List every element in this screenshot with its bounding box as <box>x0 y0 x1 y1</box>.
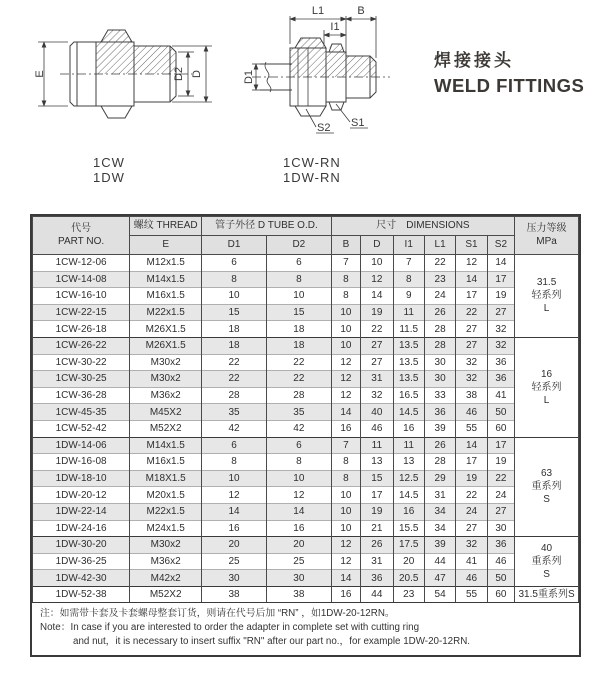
page-title <box>434 50 584 97</box>
value-cell: 10 <box>266 288 331 305</box>
col-header-tube-od: 管子外径 D TUBE O.D. <box>202 217 332 236</box>
dim-label-i1: I1 <box>330 21 340 33</box>
value-cell: 14.5 <box>393 487 424 504</box>
value-cell: M16x1.5 <box>130 454 202 471</box>
part-no-cell: 1CW-45-35 <box>33 404 130 421</box>
value-cell: 19 <box>487 288 514 305</box>
table-header <box>33 217 579 255</box>
value-cell: 22 <box>266 371 331 388</box>
dim-label-d1: D1 <box>243 69 255 85</box>
part-no-cell: 1CW-12-06 <box>33 255 130 272</box>
table-row <box>33 553 579 570</box>
value-cell: 22 <box>202 354 267 371</box>
value-cell: 22 <box>361 321 393 338</box>
value-cell: 27 <box>487 503 514 520</box>
value-cell: 20.5 <box>393 570 424 587</box>
dim-label-b: B <box>357 5 365 17</box>
value-cell: 60 <box>487 420 514 437</box>
part-no-cell: 1CW-26-22 <box>33 337 130 354</box>
caption-1cw: 1CW <box>93 155 125 170</box>
value-cell: 18 <box>266 321 331 338</box>
part-no-cell: 1CW-26-18 <box>33 321 130 338</box>
value-cell: 19 <box>456 470 487 487</box>
part-no-cell: 1DW-24-16 <box>33 520 130 537</box>
value-cell: 10 <box>331 304 360 321</box>
notes <box>32 602 579 654</box>
part-no-cell: 1DW-52-38 <box>33 586 130 602</box>
table-row <box>33 537 579 554</box>
value-cell: 10 <box>331 337 360 354</box>
value-cell: 35 <box>266 404 331 421</box>
table-row <box>33 454 579 471</box>
value-cell: 42 <box>266 420 331 437</box>
value-cell: 46 <box>361 420 393 437</box>
caption-1dw: 1DW <box>93 169 125 185</box>
table-row <box>33 503 579 520</box>
value-cell: 8 <box>331 288 360 305</box>
caption-1dw-rn: 1DW-RN <box>283 169 341 185</box>
value-cell: 19 <box>361 304 393 321</box>
value-cell: 30 <box>266 570 331 587</box>
value-cell: 14 <box>456 437 487 454</box>
value-cell: 36 <box>361 570 393 587</box>
value-cell: 13.5 <box>393 337 424 354</box>
value-cell: 14 <box>361 288 393 305</box>
table-row <box>33 304 579 321</box>
value-cell: 23 <box>424 271 455 288</box>
value-cell: 50 <box>487 570 514 587</box>
value-cell: 14 <box>456 271 487 288</box>
col-subheader-d2: D2 <box>266 236 331 255</box>
part-no-cell: 1DW-20-12 <box>33 487 130 504</box>
value-cell: 30 <box>424 354 455 371</box>
pressure-rating-cell: 63 重系列 S <box>515 437 579 537</box>
caption-left <box>93 156 125 186</box>
note-en-line2: and nut，it is necessary to insert suffix "RN" after our part no.，for example 1DW-20-12RN. <box>73 635 470 647</box>
value-cell: 55 <box>456 586 487 602</box>
value-cell: 13 <box>393 454 424 471</box>
value-cell: 39 <box>424 420 455 437</box>
value-cell: 55 <box>456 420 487 437</box>
table-row <box>33 371 579 388</box>
value-cell: 15 <box>266 304 331 321</box>
value-cell: 10 <box>202 288 267 305</box>
value-cell: 36 <box>487 537 514 554</box>
value-cell: 15.5 <box>393 520 424 537</box>
value-cell: 36 <box>487 354 514 371</box>
value-cell: 12 <box>266 487 331 504</box>
value-cell: 10 <box>331 520 360 537</box>
dim-label-s1: S1 <box>351 117 365 129</box>
value-cell: M22x1.5 <box>130 503 202 520</box>
value-cell: M30x2 <box>130 354 202 371</box>
value-cell: 7 <box>331 255 360 272</box>
value-cell: 12 <box>331 553 360 570</box>
hex-bottom-facet <box>101 106 132 118</box>
part-no-cell: 1DW-36-25 <box>33 553 130 570</box>
col-subheader-e: E <box>130 236 202 255</box>
value-cell: M24x1.5 <box>130 520 202 537</box>
value-cell: 9 <box>393 288 424 305</box>
value-cell: 19 <box>361 503 393 520</box>
value-cell: 31 <box>361 371 393 388</box>
value-cell: 10 <box>266 470 331 487</box>
value-cell: 12.5 <box>393 470 424 487</box>
value-cell: 28 <box>202 387 267 404</box>
value-cell: M36x2 <box>130 387 202 404</box>
value-cell: 39 <box>424 537 455 554</box>
caption-right <box>283 156 341 186</box>
value-cell: 10 <box>331 503 360 520</box>
table-row <box>33 321 579 338</box>
value-cell: 13.5 <box>393 371 424 388</box>
value-cell: M36x2 <box>130 553 202 570</box>
dim-label-d: D <box>191 70 203 78</box>
value-cell: 22 <box>456 304 487 321</box>
value-cell: 27 <box>487 304 514 321</box>
value-cell: 33 <box>424 387 455 404</box>
value-cell: 32 <box>487 337 514 354</box>
part-no-cell: 1CW-36-28 <box>33 387 130 404</box>
value-cell: 18 <box>202 321 267 338</box>
value-cell: 40 <box>361 404 393 421</box>
pressure-rating-cell: 31.5重系列S <box>515 586 579 602</box>
part-no-cell: 1DW-18-10 <box>33 470 130 487</box>
s2-leader <box>306 109 316 127</box>
value-cell: 14.5 <box>393 404 424 421</box>
value-cell: 24 <box>456 503 487 520</box>
value-cell: 54 <box>424 586 455 602</box>
value-cell: 10 <box>202 470 267 487</box>
value-cell: M30x2 <box>130 371 202 388</box>
section-hatching <box>96 30 176 74</box>
value-cell: 10 <box>331 487 360 504</box>
value-cell: 22 <box>424 255 455 272</box>
value-cell: 6 <box>202 437 267 454</box>
value-cell: 29 <box>424 470 455 487</box>
value-cell: M22x1.5 <box>130 304 202 321</box>
value-cell: 30 <box>202 570 267 587</box>
value-cell: 22 <box>456 487 487 504</box>
part-no-cell: 1CW-14-08 <box>33 271 130 288</box>
value-cell: 32 <box>456 354 487 371</box>
value-cell: M20x1.5 <box>130 487 202 504</box>
value-cell: 32 <box>361 387 393 404</box>
value-cell: 10 <box>331 321 360 338</box>
value-cell: 26 <box>361 537 393 554</box>
col-header-pressure: 压力等级 MPa <box>515 217 579 255</box>
value-cell: 13 <box>361 454 393 471</box>
value-cell: 14 <box>202 503 267 520</box>
value-cell: 36 <box>487 371 514 388</box>
dim-label-e: E <box>34 70 46 78</box>
value-cell: 36 <box>424 404 455 421</box>
value-cell: 47 <box>424 570 455 587</box>
value-cell: 11 <box>393 437 424 454</box>
value-cell: 17 <box>456 288 487 305</box>
value-cell: M16x1.5 <box>130 288 202 305</box>
table-row <box>33 586 579 602</box>
value-cell: 8 <box>393 271 424 288</box>
value-cell: 35 <box>202 404 267 421</box>
value-cell: 8 <box>202 271 267 288</box>
col-subheader-s2: S2 <box>487 236 514 255</box>
value-cell: 16 <box>331 420 360 437</box>
value-cell: 28 <box>266 387 331 404</box>
value-cell: 18 <box>266 337 331 354</box>
col-subheader-b: B <box>331 236 360 255</box>
value-cell: M14x1.5 <box>130 437 202 454</box>
value-cell: 16 <box>266 520 331 537</box>
pressure-rating-cell: 31.5 轻系列 L <box>515 255 579 338</box>
value-cell: 32 <box>456 371 487 388</box>
table-row <box>33 570 579 587</box>
value-cell: 30 <box>424 371 455 388</box>
drawing-1cw-rn-1dw-rn <box>240 2 425 152</box>
pressure-rating-cell: 40 重系列 S <box>515 537 579 587</box>
value-cell: 28 <box>424 337 455 354</box>
value-cell: 27 <box>361 337 393 354</box>
value-cell: 8 <box>202 454 267 471</box>
value-cell: 27 <box>361 354 393 371</box>
value-cell: 11 <box>361 437 393 454</box>
value-cell: 8 <box>266 454 331 471</box>
value-cell: 8 <box>331 454 360 471</box>
value-cell: 17.5 <box>393 537 424 554</box>
value-cell: 11 <box>393 304 424 321</box>
value-cell: M12x1.5 <box>130 255 202 272</box>
part-no-cell: 1DW-22-14 <box>33 503 130 520</box>
part-no-cell: 1DW-30-20 <box>33 537 130 554</box>
value-cell: 28 <box>424 454 455 471</box>
value-cell: 22 <box>487 470 514 487</box>
value-cell: 41 <box>487 387 514 404</box>
value-cell: 6 <box>266 255 331 272</box>
value-cell: 26 <box>424 437 455 454</box>
value-cell: 31 <box>424 487 455 504</box>
table-row <box>33 404 579 421</box>
value-cell: M52X2 <box>130 420 202 437</box>
value-cell: 21 <box>361 520 393 537</box>
value-cell: 24 <box>424 288 455 305</box>
value-cell: 26 <box>424 304 455 321</box>
col-header-part-no: 代号 PART NO. <box>33 217 130 255</box>
value-cell: 14 <box>266 503 331 520</box>
value-cell: 12 <box>331 537 360 554</box>
value-cell: 14 <box>331 570 360 587</box>
value-cell: 15 <box>361 470 393 487</box>
value-cell: 7 <box>331 437 360 454</box>
value-cell: 12 <box>331 354 360 371</box>
value-cell: 20 <box>202 537 267 554</box>
value-cell: 44 <box>424 553 455 570</box>
body-hex-bottom-facet <box>329 102 344 110</box>
value-cell: 25 <box>202 553 267 570</box>
value-cell: 12 <box>456 255 487 272</box>
note-zh: 注：如需带卡套及卡套螺母整套订货，则请在代号后加 “RN” ，如1DW-20-12RN。 <box>40 608 395 620</box>
part-no-cell: 1DW-16-08 <box>33 454 130 471</box>
value-cell: 34 <box>424 520 455 537</box>
part-no-cell: 1DW-14-06 <box>33 437 130 454</box>
value-cell: M18X1.5 <box>130 470 202 487</box>
value-cell: 38 <box>456 387 487 404</box>
value-cell: 46 <box>456 404 487 421</box>
table-row <box>33 354 579 371</box>
value-cell: 10 <box>361 255 393 272</box>
value-cell: 46 <box>487 553 514 570</box>
value-cell: M30x2 <box>130 537 202 554</box>
value-cell: 8 <box>331 271 360 288</box>
value-cell: 16 <box>393 503 424 520</box>
part-no-cell: 1CW-22-15 <box>33 304 130 321</box>
table-row <box>33 255 579 272</box>
value-cell: 6 <box>202 255 267 272</box>
value-cell: 38 <box>202 586 267 602</box>
part-no-cell: 1CW-52-42 <box>33 420 130 437</box>
value-cell: 14 <box>487 255 514 272</box>
value-cell: 32 <box>487 321 514 338</box>
value-cell: 7 <box>393 255 424 272</box>
value-cell: M42x2 <box>130 570 202 587</box>
value-cell: 8 <box>266 271 331 288</box>
table-row <box>33 387 579 404</box>
fittings-table-body <box>33 255 579 603</box>
value-cell: 22 <box>266 354 331 371</box>
value-cell: 19 <box>487 454 514 471</box>
value-cell: M26X1.5 <box>130 321 202 338</box>
col-subheader-l1: L1 <box>424 236 455 255</box>
value-cell: 12 <box>202 487 267 504</box>
value-cell: 12 <box>331 387 360 404</box>
col-header-thread: 螺纹 THREAD <box>130 217 202 236</box>
value-cell: 50 <box>487 404 514 421</box>
nut-bottom-facet <box>295 106 326 116</box>
value-cell: 44 <box>361 586 393 602</box>
col-subheader-i1: I1 <box>393 236 424 255</box>
value-cell: 14 <box>331 404 360 421</box>
dim-label-l1: L1 <box>311 5 325 17</box>
value-cell: 12 <box>361 271 393 288</box>
dim-label-d2: D2 <box>173 66 185 82</box>
value-cell: 8 <box>331 470 360 487</box>
value-cell: 16 <box>202 520 267 537</box>
value-cell: 15 <box>202 304 267 321</box>
value-cell: 17 <box>487 271 514 288</box>
table-row <box>33 271 579 288</box>
dim-label-s2: S2 <box>317 122 331 134</box>
value-cell: 24 <box>487 487 514 504</box>
note-en-line1: Note：In case if you are interested to order the adapter in complete set with cutting ring <box>40 622 420 634</box>
s1-leader <box>336 104 350 122</box>
page-title-zh: 焊接接头 <box>434 51 514 70</box>
value-cell: 17 <box>361 487 393 504</box>
col-subheader-d: D <box>361 236 393 255</box>
value-cell: 6 <box>266 437 331 454</box>
value-cell: M52X2 <box>130 586 202 602</box>
value-cell: 27 <box>456 337 487 354</box>
value-cell: 25 <box>266 553 331 570</box>
table-row <box>33 487 579 504</box>
value-cell: 38 <box>266 586 331 602</box>
value-cell: 17 <box>487 437 514 454</box>
table-row <box>33 337 579 354</box>
part-no-cell: 1CW-30-22 <box>33 354 130 371</box>
col-subheader-s1: S1 <box>456 236 487 255</box>
value-cell: 16 <box>393 420 424 437</box>
table-row <box>33 420 579 437</box>
value-cell: 31 <box>361 553 393 570</box>
col-subheader-d1: D1 <box>202 236 267 255</box>
value-cell: 11.5 <box>393 321 424 338</box>
value-cell: 27 <box>456 520 487 537</box>
value-cell: M14x1.5 <box>130 271 202 288</box>
page-title-en: WELD FITTINGS <box>434 75 585 97</box>
value-cell: 27 <box>456 321 487 338</box>
value-cell: M26X1.5 <box>130 337 202 354</box>
drawing-1cw-1dw <box>30 14 220 149</box>
pressure-rating-cell: 16 轻系列 L <box>515 337 579 437</box>
col-header-dimensions: 尺寸 DIMENSIONS <box>331 217 514 236</box>
value-cell: 20 <box>266 537 331 554</box>
value-cell: 46 <box>456 570 487 587</box>
value-cell: 20 <box>393 553 424 570</box>
value-cell: 60 <box>487 586 514 602</box>
table-row <box>33 470 579 487</box>
fittings-spec-table <box>30 214 581 657</box>
part-no-cell: 1DW-42-30 <box>33 570 130 587</box>
value-cell: 30 <box>487 520 514 537</box>
value-cell: 41 <box>456 553 487 570</box>
part-no-cell: 1CW-30-25 <box>33 371 130 388</box>
value-cell: 16 <box>331 586 360 602</box>
value-cell: 13.5 <box>393 354 424 371</box>
value-cell: 34 <box>424 503 455 520</box>
value-cell: 42 <box>202 420 267 437</box>
caption-1cw-rn: 1CW-RN <box>283 155 341 170</box>
table-row <box>33 520 579 537</box>
value-cell: 23 <box>393 586 424 602</box>
value-cell: M45X2 <box>130 404 202 421</box>
part-no-cell: 1CW-16-10 <box>33 288 130 305</box>
value-cell: 32 <box>456 537 487 554</box>
value-cell: 16.5 <box>393 387 424 404</box>
value-cell: 17 <box>456 454 487 471</box>
value-cell: 12 <box>331 371 360 388</box>
value-cell: 22 <box>202 371 267 388</box>
value-cell: 28 <box>424 321 455 338</box>
table-row <box>33 437 579 454</box>
table-row <box>33 288 579 305</box>
value-cell: 18 <box>202 337 267 354</box>
